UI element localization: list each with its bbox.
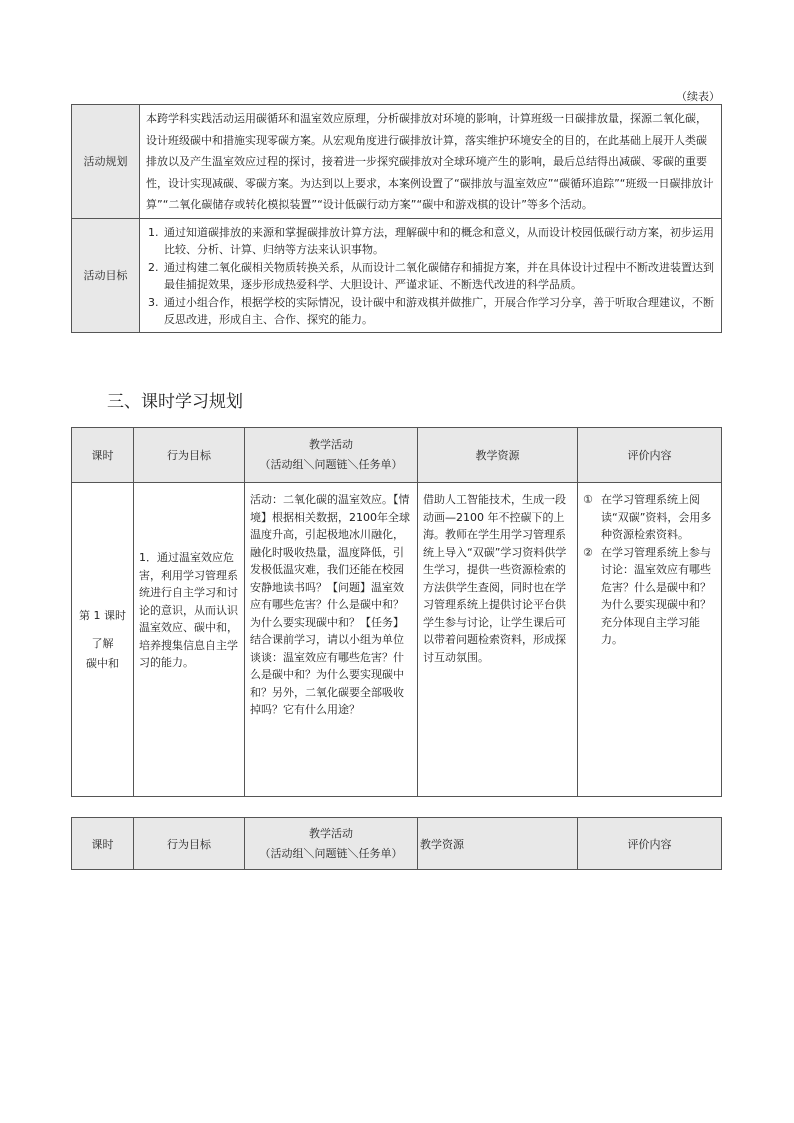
lesson-plan-table [71, 427, 722, 797]
lesson-cell: 第 1 课时 了解 碳中和 [72, 483, 134, 797]
header-activity: 教学活动 （活动组＼问题链＼任务单） [245, 818, 418, 870]
table-row [72, 483, 722, 797]
header-lesson: 课时 [72, 428, 134, 483]
activity-plan-text: 本跨学科实践活动运用碳循环和温室效应原理，分析碳排放对环境的影响，计算班级一日碳排放量，探源二氧化碳，设计班级碳中和措施实现零碳方案。从宏观角度进行碳排放计算，落实维护环境安全的目的，在此基础上展开人类碳排放以及产生温室效应过程的探讨，接着进一步探究碳排放对全球环境产生的影响，最后总结得出减碳、零碳的重要性，设计实现减碳、零碳方案。为达到以上要求，本案例设置了“碳排放与温室效应”“碳循环追踪”“班级一日碳排放计算”“二氧化碳储存或转化模拟装置”“设计低碳行动方案”“碳中和游戏棋的设计”等多个活动。 [146, 112, 714, 211]
header-lesson: 课时 [72, 818, 134, 870]
lesson-plan-table-continued [71, 817, 722, 870]
evaluation-item: ② 在学习管理系统上参与讨论：温室效应有哪些危害？什么是碳中和？为什么要实现碳中和？充分体现自主学习能力。 [583, 545, 711, 646]
table-header-row [72, 818, 722, 870]
table-header-row [72, 428, 722, 483]
goal-item: 2. 通过构建二氧化碳相关物质转换关系，从而设计二氧化碳储存和捕捉方案，并在具体设计过程中不断改进装置达到最佳捕捉效果，逐步形成热爱科学、大胆设计、严谨求证、不断迭代改进的科学品质。 [146, 259, 715, 294]
header-behavior: 行为目标 [134, 428, 245, 483]
activity-plan-cell [140, 105, 722, 219]
activity-table [71, 104, 722, 333]
activity-plan-row [72, 105, 722, 219]
goal-text: 通过构建二氧化碳相关物质转换关系，从而设计二氧化碳储存和捕捉方案，并在具体设计过程中不断改进装置达到最佳捕捉效果，逐步形成热爱科学、大胆设计、严谨求证、不断迭代改进的科学品质。 [164, 260, 714, 291]
header-evaluation: 评价内容 [578, 428, 722, 483]
activity-goal-label: 活动目标 [72, 218, 140, 332]
goal-item: 1. 通过知道碳排放的来源和掌握碳排放计算方法，理解碳中和的概念和意义，从而设计校园低碳行动方案，初步运用比较、分析、计算、归纳等方法来认识事物。 [146, 224, 715, 259]
activity-cell: 活动：二氧化碳的温室效应。【情境】根据相关数据，2100年全球温度升高，引起极地冰川融化，融化时吸收热量，温度降低，引发极低温灾难，我们还能在校园安静地读书吗？【问题】温室效应有哪些危害？什么是碳中和？为什么要实现碳中和？【任务】结合课前学习，请以小组为单位谈谈：温室效应有哪些危害？什么是碳中和？为什么要实现碳中和？另外，二氧化碳要全部吸收掉吗？它有什么用途？ [245, 483, 418, 797]
activity-goal-cell [140, 218, 722, 332]
header-resource: 教学资源 [418, 818, 578, 870]
activity-plan-label: 活动规划 [72, 105, 140, 219]
header-behavior: 行为目标 [134, 818, 245, 870]
goal-item: 3. 通过小组合作，根据学校的实际情况，设计碳中和游戏棋并做推广，开展合作学习分享，善于听取合理建议，不断反思改进，形成自主、合作、探究的能力。 [146, 294, 715, 329]
evaluation-cell [578, 483, 722, 797]
goal-text: 通过知道碳排放的来源和掌握碳排放计算方法，理解碳中和的概念和意义，从而设计校园低碳行动方案，初步运用比较、分析、计算、归纳等方法来认识事物。 [164, 225, 714, 256]
header-activity: 教学活动 （活动组＼问题链＼任务单） [245, 428, 418, 483]
header-evaluation: 评价内容 [578, 818, 722, 870]
header-resource: 教学资源 [418, 428, 578, 483]
resource-cell: 借助人工智能技术，生成一段动画—2100 年不控碳下的上海。教师在学生用学习管理系统上导入“双碳”学习资料供学生学习，提供一些资源检索的方法供学生查阅，同时也在学习管理系统上提供讨论平台供学生参与讨论，让学生课后可以带着问题检索资料，形成探讨互动氛围。 [418, 483, 578, 797]
goal-text: 通过小组合作，根据学校的实际情况，设计碳中和游戏棋并做推广，开展合作学习分享，善于听取合理建议，不断反思改进，形成自主、合作、探究的能力。 [164, 295, 714, 326]
behavior-cell: 1．通过温室效应危害，利用学习管理系统进行自主学习和讨论的意识，从而认识温室效应、碳中和，培养搜集信息自主学习的能力。 [134, 483, 245, 797]
section-title: 三、课时学习规划 [107, 392, 243, 412]
activity-goal-row [72, 218, 722, 332]
continued-note: （续表） [676, 90, 720, 103]
evaluation-item: ① 在学习管理系统上阅读“双碳”资料，会用多种资源检索资料。 [583, 493, 712, 541]
